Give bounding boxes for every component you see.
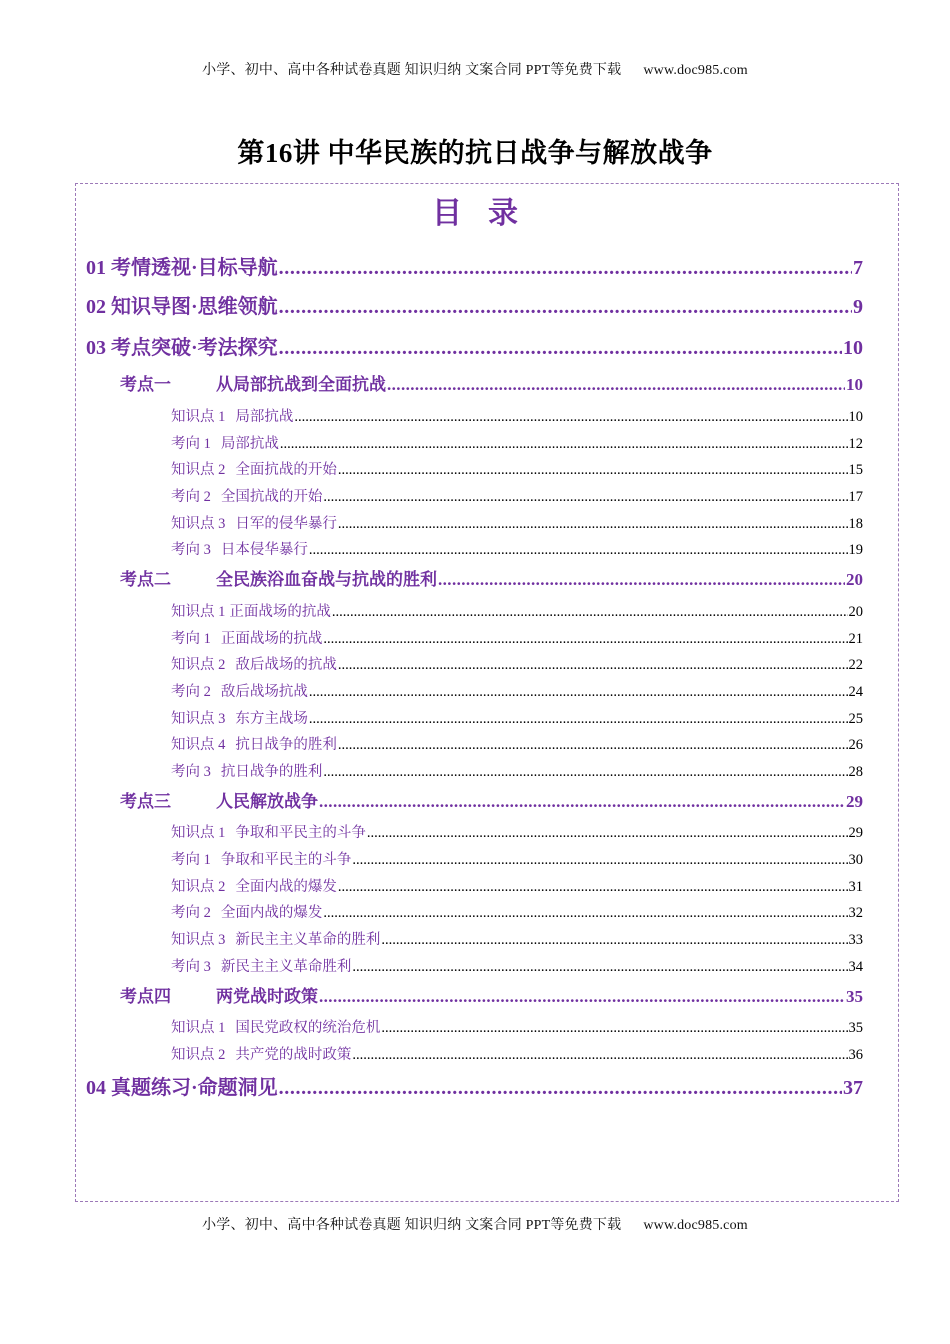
item-code: 知识点 2 — [171, 879, 226, 895]
toc-page: 28 — [848, 764, 863, 780]
toc-page: 37 — [843, 1077, 863, 1099]
point-title: 两党战时政策 — [216, 987, 318, 1006]
leader-dots — [352, 852, 847, 869]
item-code: 知识点 1 — [171, 1020, 226, 1036]
toc-page: 9 — [853, 296, 863, 318]
item-code: 知识点 3 — [171, 516, 226, 532]
item-title: 共产党的战时政策 — [235, 1047, 352, 1063]
toc-section-01[interactable] — [86, 251, 863, 280]
leader-dots — [323, 905, 847, 922]
toc-page: 31 — [848, 879, 863, 895]
leader-dots — [319, 987, 845, 1007]
toc-page: 17 — [848, 489, 863, 505]
item-code: 考向 1 — [171, 436, 211, 452]
toc-label: 02 知识导图·思维领航 — [86, 296, 278, 318]
leader-dots — [387, 375, 845, 395]
leader-dots — [279, 257, 852, 280]
toc-point-1[interactable] — [120, 370, 863, 395]
item-title: 局部抗战 — [220, 436, 279, 452]
toc-item[interactable] — [171, 1043, 863, 1064]
item-title: 全面抗战的开始 — [235, 462, 337, 478]
toc-section-04[interactable] — [86, 1071, 863, 1100]
toc-page: 29 — [846, 792, 863, 811]
toc-section-03[interactable] — [86, 331, 863, 360]
footer-banner — [0, 1214, 950, 1234]
item-code: 考向 2 — [171, 684, 211, 700]
item-code: 知识点 1 — [171, 409, 226, 425]
toc-page: 25 — [848, 711, 863, 727]
toc-page: 30 — [848, 852, 863, 868]
header-banner-text: 小学、初中、高中各种试卷真题 知识归纳 文案合同 PPT等免费下载 — [202, 63, 622, 78]
item-title: 日本侵华暴行 — [220, 542, 308, 558]
toc-label: 04 真题练习·命题洞见 — [86, 1077, 278, 1099]
item-code: 考向 3 — [171, 959, 211, 975]
leader-dots — [279, 296, 852, 319]
item-code: 知识点 2 — [171, 462, 226, 478]
toc-item[interactable] — [171, 901, 863, 922]
toc-heading: 目录 — [432, 196, 544, 231]
toc-item[interactable] — [171, 928, 863, 949]
header-banner-url[interactable]: www.doc985.com — [643, 63, 748, 78]
footer-banner-url[interactable]: www.doc985.com — [643, 1218, 748, 1233]
toc-page: 36 — [848, 1047, 863, 1063]
toc-page: 18 — [848, 516, 863, 532]
item-code: 知识点 2 — [171, 1047, 226, 1063]
leader-dots — [352, 959, 847, 976]
toc-page: 26 — [848, 737, 863, 753]
toc-page: 10 — [843, 337, 863, 359]
toc-page: 32 — [848, 905, 863, 921]
item-title: 全面内战的爆发 — [235, 879, 337, 895]
toc-point-2[interactable] — [120, 565, 863, 590]
leader-dots — [381, 932, 847, 949]
toc-item[interactable] — [171, 653, 863, 674]
item-code: 知识点 3 — [171, 711, 226, 727]
leader-dots — [323, 489, 847, 506]
leader-dots — [438, 570, 845, 590]
item-code: 考向 2 — [171, 905, 211, 921]
toc-item[interactable] — [171, 405, 863, 426]
item-title: 全国抗战的开始 — [220, 489, 323, 505]
toc-item[interactable] — [171, 760, 863, 781]
item-code: 知识点 4 — [171, 737, 226, 753]
toc-page: 12 — [848, 436, 863, 452]
toc-item[interactable] — [171, 432, 863, 453]
toc-page: 10 — [846, 375, 863, 394]
item-title: 正面战场的抗战 — [220, 631, 323, 647]
toc-item[interactable] — [171, 955, 863, 976]
item-code: 考向 1 — [171, 631, 211, 647]
point-title: 人民解放战争 — [216, 792, 318, 811]
document-title: 第16讲 中华民族的抗日战争与解放战争 — [237, 138, 713, 168]
toc-page: 29 — [848, 825, 863, 841]
toc-page: 10 — [848, 409, 863, 425]
leader-dots — [323, 764, 847, 781]
item-code: 知识点 1 — [171, 604, 226, 620]
leader-dots — [280, 436, 848, 453]
item-code: 知识点 2 — [171, 657, 226, 673]
leader-dots — [338, 879, 848, 896]
toc-item[interactable] — [171, 512, 863, 533]
leader-dots — [338, 657, 848, 674]
leader-dots — [381, 1020, 847, 1037]
toc-page: 22 — [848, 657, 863, 673]
item-title: 局部抗战 — [235, 409, 294, 425]
item-title: 国民党政权的统治危机 — [235, 1020, 381, 1036]
toc-page: 7 — [853, 257, 863, 279]
toc-point-4[interactable] — [120, 982, 863, 1007]
point-code: 考点二 — [120, 570, 171, 589]
toc-item[interactable] — [171, 627, 863, 648]
toc-item[interactable] — [171, 680, 863, 701]
toc-item[interactable] — [171, 733, 863, 754]
point-code: 考点一 — [120, 375, 171, 394]
item-title: 正面战场的抗战 — [229, 604, 331, 620]
item-title: 争取和平民主的斗争 — [235, 825, 366, 841]
point-code: 考点四 — [120, 987, 171, 1006]
toc-page: 15 — [848, 462, 863, 478]
leader-dots — [294, 409, 847, 426]
toc-item[interactable] — [171, 1016, 863, 1037]
leader-dots — [332, 604, 848, 621]
item-code: 考向 3 — [171, 764, 211, 780]
toc-point-3[interactable] — [120, 787, 863, 812]
item-title: 新民主主义革命的胜利 — [235, 932, 381, 948]
toc-page: 35 — [846, 987, 863, 1006]
toc-item[interactable] — [171, 875, 863, 896]
toc-item[interactable] — [171, 848, 863, 869]
item-title: 争取和平民主的斗争 — [220, 852, 352, 868]
toc-page: 35 — [848, 1020, 863, 1036]
leader-dots — [319, 792, 845, 812]
item-title: 抗日战争的胜利 — [220, 764, 323, 780]
toc-page: 34 — [848, 959, 863, 975]
toc-page: 24 — [848, 684, 863, 700]
leader-dots — [323, 631, 847, 648]
leader-dots — [352, 1047, 847, 1064]
toc-item[interactable] — [171, 538, 863, 559]
toc-page: 33 — [848, 932, 863, 948]
toc-label: 03 考点突破·考法探究 — [86, 337, 278, 359]
toc-section-02[interactable] — [86, 290, 863, 319]
item-code: 考向 2 — [171, 489, 211, 505]
toc-label: 01 考情透视·目标导航 — [86, 257, 278, 279]
toc-item[interactable] — [171, 485, 863, 506]
item-code: 知识点 1 — [171, 825, 226, 841]
toc-page: 19 — [848, 542, 863, 558]
leader-dots — [309, 542, 848, 559]
toc-item[interactable] — [171, 707, 863, 728]
header-banner — [0, 59, 950, 79]
item-title: 敌后战场的抗战 — [235, 657, 337, 673]
toc-page: 21 — [848, 631, 863, 647]
leader-dots — [367, 825, 848, 842]
item-title: 日军的侵华暴行 — [235, 516, 337, 532]
leader-dots — [279, 337, 842, 360]
toc-item[interactable] — [171, 600, 863, 621]
item-title: 敌后战场抗战 — [220, 684, 308, 700]
toc-item[interactable] — [171, 458, 863, 479]
point-title: 全民族浴血奋战与抗战的胜利 — [216, 570, 437, 589]
item-title: 全面内战的爆发 — [220, 905, 323, 921]
item-code: 考向 1 — [171, 852, 211, 868]
toc-page: 20 — [846, 570, 863, 589]
item-code: 知识点 3 — [171, 932, 226, 948]
footer-banner-text: 小学、初中、高中各种试卷真题 知识归纳 文案合同 PPT等免费下载 — [202, 1218, 622, 1233]
toc-page: 20 — [848, 604, 863, 620]
item-title: 东方主战场 — [235, 711, 308, 727]
point-code: 考点三 — [120, 792, 171, 811]
item-title: 抗日战争的胜利 — [235, 737, 337, 753]
leader-dots — [309, 711, 848, 728]
leader-dots — [279, 1077, 842, 1100]
item-code: 考向 3 — [171, 542, 211, 558]
leader-dots — [338, 516, 848, 533]
leader-dots — [309, 684, 848, 701]
toc-item[interactable] — [171, 821, 863, 842]
leader-dots — [338, 462, 848, 479]
item-title: 新民主主义革命胜利 — [220, 959, 352, 975]
point-title: 从局部抗战到全面抗战 — [216, 375, 386, 394]
leader-dots — [338, 737, 848, 754]
